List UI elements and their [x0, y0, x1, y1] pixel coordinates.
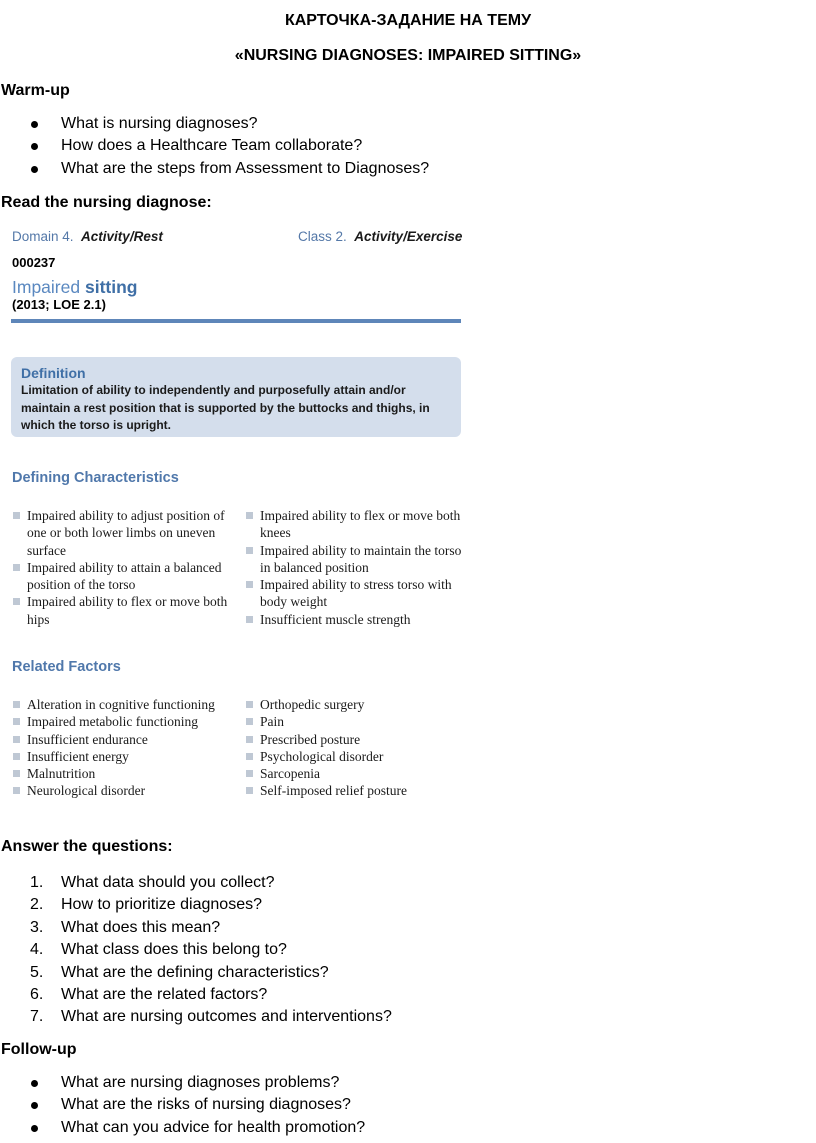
bullet-icon	[31, 1102, 38, 1109]
square-bullet-icon	[246, 581, 253, 588]
diagnosis-title: Impaired sitting	[12, 277, 138, 297]
question-item: 6. What are the related factors?	[30, 985, 268, 1003]
square-bullet-icon	[246, 787, 253, 794]
diagnosis-meta: (2013; LOE 2.1)	[12, 297, 106, 312]
followup-item: What can you advice for health promotion?	[0, 1117, 365, 1139]
title-divider	[11, 319, 461, 323]
square-bullet-icon	[13, 701, 20, 708]
definition-text: Limitation of ability to independently and purposefully attain and/or maintain a rest position that is supported by the buttocks and thighs, in which the torso is upright.	[21, 383, 430, 432]
square-bullet-icon	[246, 547, 253, 554]
square-bullet-icon	[246, 701, 253, 708]
list-item: Psychological disorder	[244, 748, 469, 765]
nursing-diagnosis-card	[11, 224, 463, 814]
square-bullet-icon	[246, 770, 253, 777]
question-item: 5. What are the defining characteristics?	[30, 963, 329, 981]
square-bullet-icon	[246, 616, 253, 623]
domain-line: Domain 4. Activity/Rest	[12, 229, 163, 244]
square-bullet-icon	[13, 770, 20, 777]
answer-heading: Answer the questions:	[1, 838, 173, 855]
related-list-col1	[11, 696, 233, 800]
square-bullet-icon	[13, 718, 20, 725]
list-item: Prescribed posture	[244, 731, 469, 748]
list-item: Impaired ability to attain a balanced position of the torso	[11, 559, 233, 594]
definition-title: Definition	[21, 365, 86, 381]
page-title-line-1: КАРТОЧКА-ЗАДАНИЕ НА ТЕМУ	[284, 12, 532, 29]
warmup-item: What are the steps from Assessment to Diagnoses?	[0, 158, 429, 180]
related-list-col2	[244, 696, 469, 800]
bullet-icon	[31, 143, 38, 150]
related-factors-title: Related Factors	[12, 659, 121, 675]
warmup-item: How does a Healthcare Team collaborate?	[0, 135, 429, 157]
class-line: Class 2. Activity/Exercise	[298, 229, 463, 244]
list-item: Orthopedic surgery	[244, 696, 469, 713]
square-bullet-icon	[13, 787, 20, 794]
defining-characteristics-title: Defining Characteristics	[12, 470, 179, 486]
question-item: 4. What class does this belong to?	[30, 941, 287, 959]
page-title-line-2: «NURSING DIAGNOSES: IMPAIRED SITTING»	[234, 47, 582, 64]
square-bullet-icon	[246, 736, 253, 743]
bullet-icon	[31, 1125, 38, 1132]
square-bullet-icon	[246, 718, 253, 725]
list-item: Sarcopenia	[244, 765, 469, 782]
question-item: 1. What data should you collect?	[30, 874, 275, 891]
followup-heading: Follow-up	[1, 1041, 77, 1058]
list-item: Pain	[244, 713, 469, 730]
warmup-item: What is nursing diagnoses?	[0, 113, 429, 135]
question-item: 3. What does this mean?	[30, 918, 221, 936]
list-item: Impaired ability to flex or move both hips	[11, 593, 233, 628]
bullet-icon	[31, 1080, 38, 1087]
list-item: Impaired ability to adjust position of one or both lower limbs on uneven surface	[11, 507, 233, 559]
list-item: Malnutrition	[11, 765, 233, 782]
list-item: Self-imposed relief posture	[244, 782, 469, 799]
square-bullet-icon	[246, 753, 253, 760]
defining-list-col1	[11, 507, 233, 628]
list-item: Neurological disorder	[11, 782, 233, 799]
answer-list	[0, 872, 392, 1029]
square-bullet-icon	[246, 512, 253, 519]
question-item: 2. How to prioritize diagnoses?	[30, 896, 262, 914]
square-bullet-icon	[13, 512, 20, 519]
question-item: 7. What are nursing outcomes and interventions?	[30, 1008, 392, 1026]
followup-item: What are nursing diagnoses problems?	[0, 1072, 365, 1094]
bullet-icon	[31, 121, 38, 128]
warmup-heading: Warm-up	[1, 82, 70, 99]
square-bullet-icon	[13, 598, 20, 605]
list-item: Impaired metabolic functioning	[11, 713, 233, 730]
followup-item: What are the risks of nursing diagnoses?	[0, 1094, 365, 1116]
list-item: Insufficient muscle strength	[244, 611, 469, 628]
bullet-icon	[31, 166, 38, 173]
defining-list-col2	[244, 507, 469, 628]
list-item: Insufficient energy	[11, 748, 233, 765]
list-item: Impaired ability to maintain the torso in balanced position	[244, 542, 469, 577]
list-item: Alteration in cognitive functioning	[11, 696, 233, 713]
list-item: Insufficient endurance	[11, 731, 233, 748]
followup-list	[0, 1072, 365, 1139]
square-bullet-icon	[13, 736, 20, 743]
list-item: Impaired ability to stress torso with body weight	[244, 576, 469, 611]
definition-box	[11, 357, 461, 437]
diagnosis-code: 000237	[12, 255, 56, 270]
warmup-list	[0, 113, 429, 180]
square-bullet-icon	[13, 564, 20, 571]
list-item: Impaired ability to flex or move both knees	[244, 507, 469, 542]
square-bullet-icon	[13, 753, 20, 760]
read-heading: Read the nursing diagnose:	[1, 194, 212, 211]
